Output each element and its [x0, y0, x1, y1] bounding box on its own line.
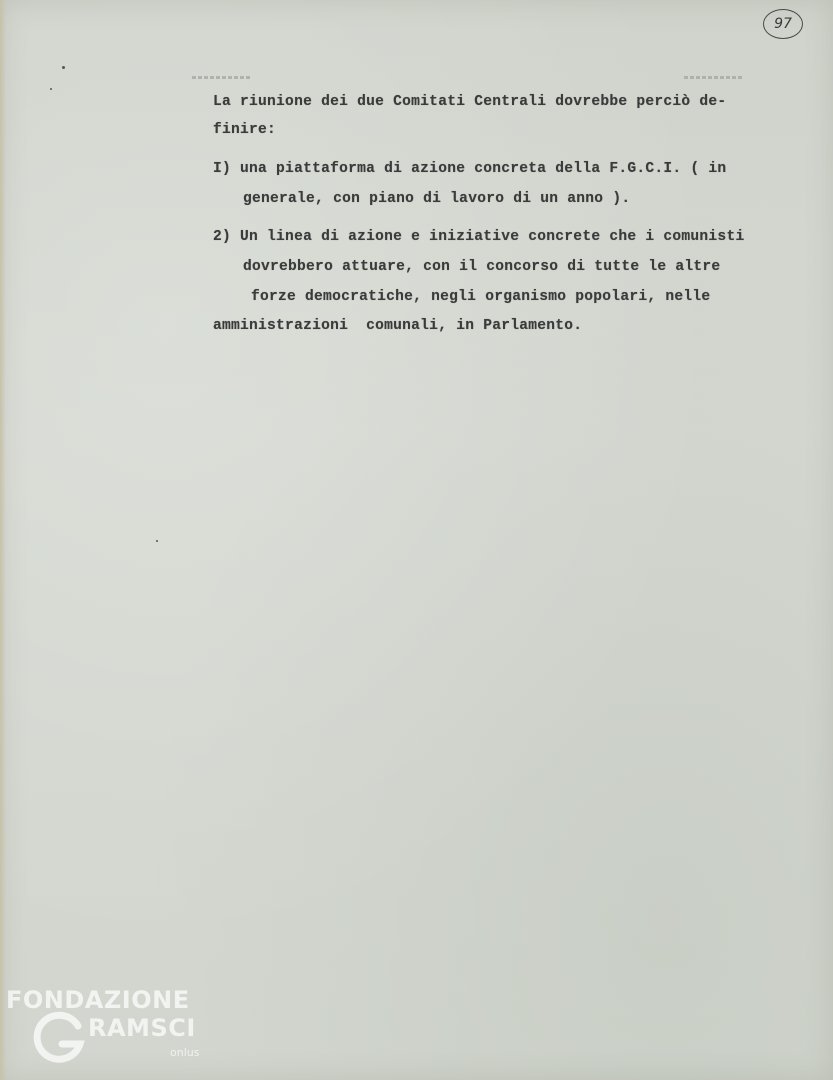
paragraph-line: finire: — [213, 122, 277, 138]
list-item-2-line: forze democratiche, negli organismo popolari, nelle — [251, 289, 711, 305]
watermark-line-1: FONDAZIONE — [6, 986, 190, 1014]
list-item-1-line: generale, con piano di lavoro di un anno ). — [243, 191, 631, 207]
list-item-2-line: 2) Un linea di azione e iniziative concrete che i comunisti — [213, 229, 745, 245]
page-number-stamp: 97 — [763, 9, 803, 39]
g-logo-icon — [32, 1010, 88, 1066]
watermark-line-2: RAMSCI — [88, 1014, 196, 1042]
fondazione-gramsci-watermark — [4, 986, 214, 1076]
watermark-onlus: onlus — [170, 1046, 200, 1059]
paragraph-line: La riunione dei due Comitati Centrali dovrebbe perciò de- — [213, 94, 727, 110]
list-item-2-line: dovrebbero attuare, con il concorso di tutte le altre — [243, 259, 721, 275]
list-item-1-line: I) una piattaforma di azione concreta della F.G.C.I. ( in — [213, 161, 727, 177]
list-item-2-line: amministrazioni comunali, in Parlamento. — [213, 318, 583, 334]
